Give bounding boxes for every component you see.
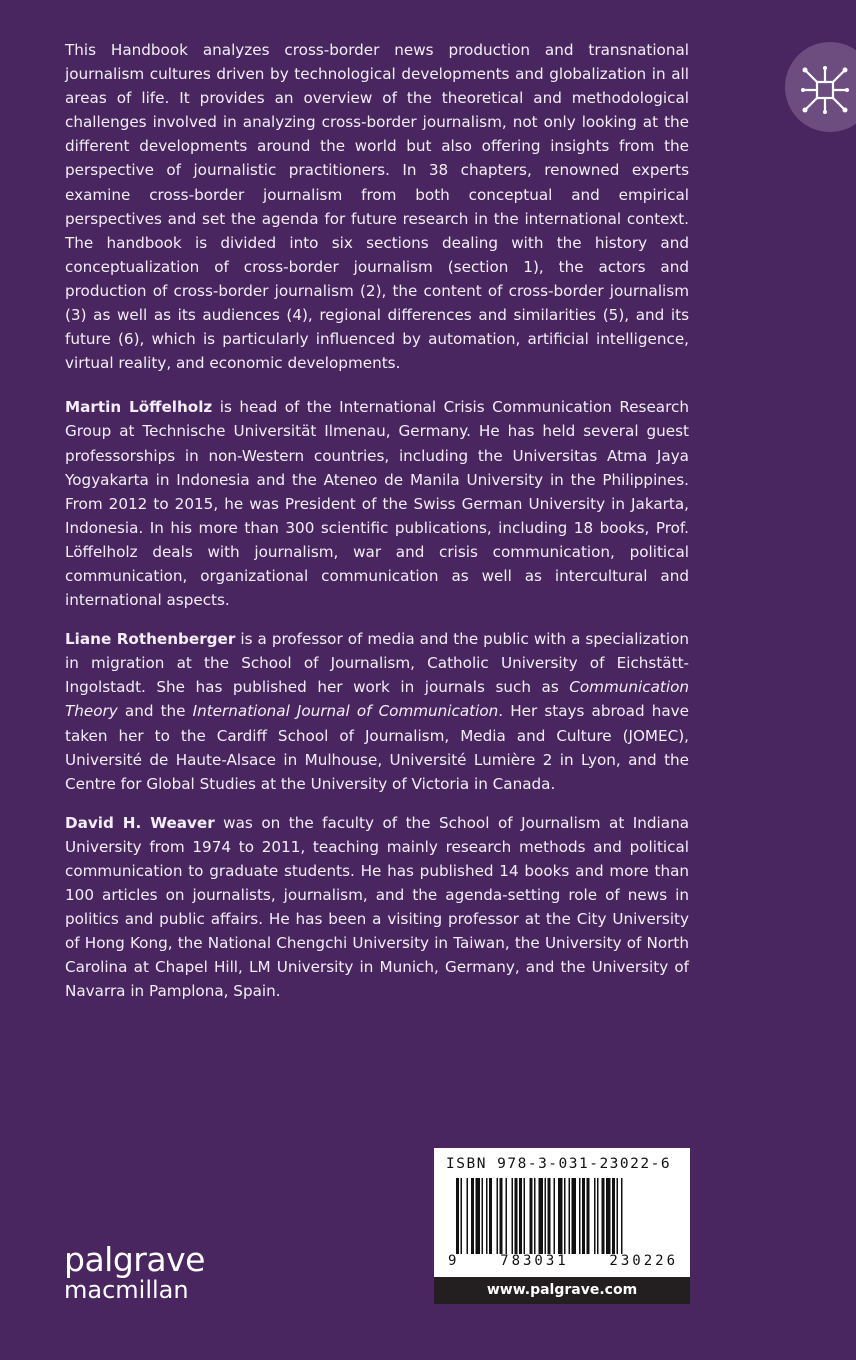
bio-text: is head of the International Crisis Communication Research Group at Technische Universität Ilmenau, Germany. He has held several guest professorships in non-Western countries, including the Universitas Atma Jaya Yogyakarta in Indonesia and the Ateneo de Manila University in the Philippines. From 2012 to 2015, he was President of the Swiss German University in Jakarta, Indonesia. In his more than 300 scientific publications, including 18 books, Prof. Löffelholz deals with journalism, war and crisis communication, political communication, organizational communication as well as intercultural and international aspects. [65,398,689,610]
author-name: Liane Rothenberger [65,630,236,649]
journal-title: Communication Theory [65,678,689,721]
barcode-digits [448,1253,678,1269]
book-description: This Handbook analyzes cross-border news production and transnational journalism cultures driven by technological developments and globalization in all areas of life. It provides an overview of the theoretical and methodological challenges involved in analyzing cross-border journalism, not only looking at the different developments around the world but also offering insights from the perspective of journalistic practitioners. In 38 chapters, renowned experts examine cross-border journalism from both conceptual and empirical perspectives and set the agenda for future research in the international context. The handbook is divided into six sections dealing with the history and conceptualization of cross-border journalism (section 1), the actors and production of cross-border journalism (2), the content of cross-border journalism (3) as well as its audiences (4), regional differences and similarities (5), and its future (6), which is particularly influenced by automation, artificial intelligence, virtual reality, and economic developments. [65,41,689,373]
palgrave-network-icon [797,62,853,118]
bio-text: was on the faculty of the School of Journalism at Indiana University from 1974 to 2011, teaching mainly research methods and political communication to graduate students. He has published 14 books and more than 100 articles on journalists, journalism, and the agenda-setting role of news in politics and public affairs. He has been a visiting professor at the City University of Hong Kong, the National Chengchi University in Taiwan, the University of North Carolina at Chapel Hill, LM University in Munich, Germany, and the University of Navarra in Pamplona, Spain. [65,813,689,1001]
back-cover-text [65,38,689,1019]
bio-text: is a professor of media and the public with a specialization in migration at the School of Journalism, Catholic University of Eichstätt-Ingolstadt. She has published her work in journals such as [65,630,690,697]
author-name: Martin Löffelholz [65,398,213,417]
author-name: David H. Weaver [65,813,215,832]
publisher-logo [64,1240,205,1304]
bio-text: and the [117,702,193,721]
publisher-url: www.palgrave.com [434,1277,690,1304]
bio-weaver [65,811,689,1004]
bio-text: . Her stays abroad have taken her to the Cardiff School of Journalism, Media and Culture (JOMEC), Université de Haute-Alsace in Mulhouse, Université Lumière 2 in Lyon, and the Centre for Global Studies at the University of Victoria in Canada. [65,702,689,793]
isbn-label: ISBN 978-3-031-23022-6 [446,1156,672,1172]
publisher-name-line1: palgrave [64,1240,205,1279]
barcode-icon [456,1178,670,1254]
palgrave-logo-badge [785,42,856,132]
publisher-name-line2: macmillan [64,1276,189,1304]
bio-rothenberger [65,627,689,796]
bio-loeffelholz [65,395,689,612]
barcode-digit-group: 783031 [500,1253,569,1269]
isbn-barcode-box [434,1148,690,1304]
barcode-digit-group: 9 [448,1253,460,1269]
barcode-digit-group: 230226 [609,1253,678,1269]
journal-title: International Journal of Communication [192,702,499,721]
